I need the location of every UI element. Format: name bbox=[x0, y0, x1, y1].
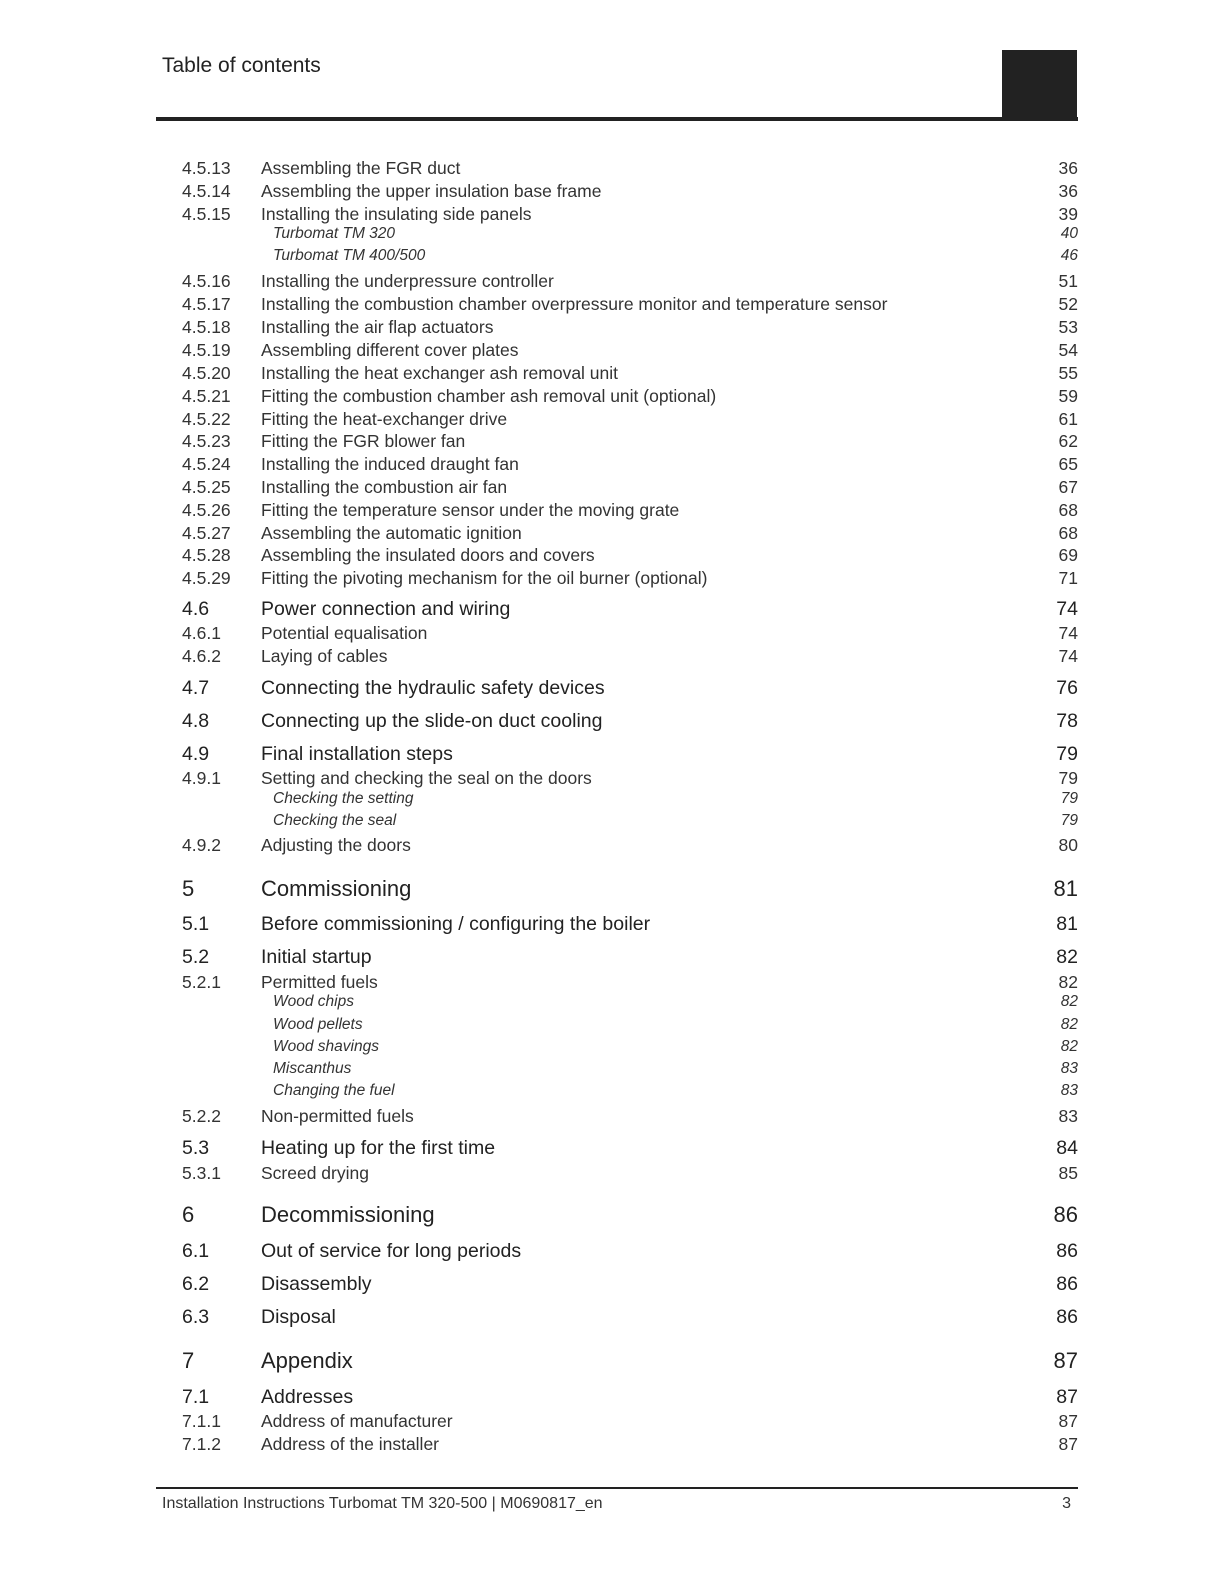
toc-entry[interactable] bbox=[0, 409, 1219, 433]
toc-entry-title: Laying of cables bbox=[261, 646, 388, 666]
toc-entry-title: Fitting the combustion chamber ash removal unit (optional) bbox=[261, 386, 717, 406]
toc-entry-title: Checking the setting bbox=[273, 790, 414, 807]
toc-entry-page: 82 bbox=[1060, 1038, 1078, 1055]
toc-entry-title: Address of manufacturer bbox=[261, 1411, 453, 1431]
toc-entry-number: 4.5.25 bbox=[182, 477, 231, 497]
toc-entry[interactable] bbox=[0, 158, 1219, 182]
toc-entry-number: 7 bbox=[182, 1348, 195, 1373]
toc-entry-page: 51 bbox=[1058, 271, 1078, 291]
toc-entry-page: 87 bbox=[1058, 1434, 1078, 1454]
toc-entry[interactable] bbox=[0, 768, 1219, 792]
toc-entry-title: Screed drying bbox=[261, 1163, 369, 1183]
toc-entry-page: 87 bbox=[1058, 1411, 1078, 1431]
toc-entry-title: Disassembly bbox=[261, 1273, 372, 1295]
toc-entry-number: 4.6 bbox=[182, 598, 210, 620]
toc-entry-page: 81 bbox=[1053, 876, 1078, 901]
toc-entry-number: 4.5.28 bbox=[182, 545, 231, 565]
toc-entry[interactable] bbox=[0, 598, 1219, 622]
toc-entry-number: 4.9.2 bbox=[182, 835, 221, 855]
toc-entry-title: Connecting up the slide-on duct cooling bbox=[261, 710, 603, 732]
toc-entry-page: 83 bbox=[1058, 1106, 1078, 1126]
toc-entry-page: 79 bbox=[1058, 768, 1078, 788]
toc-entry-number: 5.2 bbox=[182, 946, 210, 968]
toc-entry-number: 4.5.13 bbox=[182, 158, 231, 178]
toc-entry-title: Changing the fuel bbox=[273, 1082, 395, 1099]
toc-entry-title: Checking the seal bbox=[273, 812, 397, 829]
toc-subentry[interactable] bbox=[0, 225, 1219, 249]
toc-entry-number: 4.5.18 bbox=[182, 317, 231, 337]
toc-entry-title: Wood shavings bbox=[273, 1038, 379, 1055]
toc-entry[interactable] bbox=[0, 386, 1219, 410]
toc-entry-title: Decommissioning bbox=[261, 1202, 435, 1227]
toc-entry-page: 87 bbox=[1053, 1348, 1078, 1373]
toc-entry-title: Potential equalisation bbox=[261, 623, 428, 643]
toc-entry-title: Before commissioning / configuring the boiler bbox=[261, 913, 651, 935]
toc-entry-title: Assembling the insulated doors and covers bbox=[261, 545, 595, 565]
toc-entry-title: Installing the combustion chamber overpressure monitor and temperature sensor bbox=[261, 294, 888, 314]
toc-entry[interactable] bbox=[0, 743, 1219, 767]
footer-divider bbox=[156, 1487, 1078, 1489]
toc-entry-page: 61 bbox=[1058, 409, 1078, 429]
toc-entry-title: Fitting the pivoting mechanism for the oil burner (optional) bbox=[261, 568, 708, 588]
toc-entry-page: 46 bbox=[1060, 247, 1078, 264]
toc-entry-title: Turbomat TM 320 bbox=[273, 225, 396, 242]
toc-subentry[interactable] bbox=[0, 1060, 1219, 1084]
toc-entry-page: 79 bbox=[1056, 743, 1078, 765]
toc-entry[interactable] bbox=[0, 294, 1219, 318]
toc-entry-number: 4.5.20 bbox=[182, 363, 231, 383]
toc-entry-number: 4.6.2 bbox=[182, 646, 221, 666]
toc-entry-number: 4.5.16 bbox=[182, 271, 231, 291]
toc-entry-title: Wood chips bbox=[273, 993, 354, 1010]
toc-entry-title: Out of service for long periods bbox=[261, 1240, 522, 1262]
toc-entry-page: 86 bbox=[1056, 1273, 1078, 1295]
toc-entry-title: Assembling different cover plates bbox=[261, 340, 519, 360]
toc-entry-number: 5.3.1 bbox=[182, 1163, 221, 1183]
toc-entry-number: 7.1.1 bbox=[182, 1411, 221, 1431]
toc-entry-title: Installing the insulating side panels bbox=[261, 204, 532, 224]
toc-entry[interactable] bbox=[0, 1411, 1219, 1435]
toc-entry-title: Disposal bbox=[261, 1306, 336, 1328]
toc-entry-number: 6.2 bbox=[182, 1273, 210, 1295]
toc-entry-title: Final installation steps bbox=[261, 743, 453, 765]
toc-entry[interactable] bbox=[0, 1137, 1219, 1161]
toc-entry[interactable] bbox=[0, 271, 1219, 295]
toc-entry-title: Wood pellets bbox=[273, 1016, 363, 1033]
toc-entry-title: Address of the installer bbox=[261, 1434, 440, 1454]
toc-subentry[interactable] bbox=[0, 812, 1219, 836]
toc-entry-number: 5.2.1 bbox=[182, 972, 221, 992]
toc-entry-title: Miscanthus bbox=[273, 1060, 352, 1077]
toc-entry[interactable] bbox=[0, 500, 1219, 524]
toc-entry-number: 4.5.14 bbox=[182, 181, 231, 201]
toc-entry-title: Commissioning bbox=[261, 876, 412, 901]
toc-entry-title: Setting and checking the seal on the doors bbox=[261, 768, 592, 788]
toc-entry-page: 86 bbox=[1056, 1240, 1078, 1262]
toc-entry-number: 5 bbox=[182, 876, 195, 901]
header-divider bbox=[156, 117, 1078, 121]
toc-entry-number: 4.5.29 bbox=[182, 568, 231, 588]
toc-entry-page: 83 bbox=[1060, 1060, 1078, 1077]
toc-entry[interactable] bbox=[0, 1348, 1219, 1372]
toc-entry-page: 68 bbox=[1058, 523, 1078, 543]
toc-entry-title: Adjusting the doors bbox=[261, 835, 411, 855]
toc-entry[interactable] bbox=[0, 913, 1219, 937]
footer-page-number: 3 bbox=[1062, 1495, 1071, 1512]
toc-entry-title: Fitting the temperature sensor under the moving grate bbox=[261, 500, 680, 520]
toc-entry-title: Assembling the automatic ignition bbox=[261, 523, 522, 543]
toc-entry-page: 36 bbox=[1058, 158, 1078, 178]
toc-entry-page: 82 bbox=[1060, 1016, 1078, 1033]
toc-entry[interactable] bbox=[0, 1202, 1219, 1226]
toc-entry-page: 79 bbox=[1060, 812, 1078, 829]
toc-entry-page: 85 bbox=[1058, 1163, 1078, 1183]
footer-document-title: Installation Instructions Turbomat TM 320-500 | M0690817_en bbox=[162, 1495, 603, 1512]
toc-entry[interactable] bbox=[0, 431, 1219, 455]
toc-entry-title: Assembling the upper insulation base frame bbox=[261, 181, 602, 201]
toc-entry-title: Installing the air flap actuators bbox=[261, 317, 494, 337]
toc-entry-title: Installing the heat exchanger ash removal unit bbox=[261, 363, 619, 383]
toc-entry-number: 5.1 bbox=[182, 913, 210, 935]
toc-entry-page: 83 bbox=[1060, 1082, 1078, 1099]
toc-entry-page: 74 bbox=[1058, 646, 1078, 666]
toc-entry-number: 4.7 bbox=[182, 677, 210, 699]
toc-entry-page: 67 bbox=[1058, 477, 1078, 497]
toc-entry-page: 62 bbox=[1058, 431, 1078, 451]
toc-entry-title: Fitting the FGR blower fan bbox=[261, 431, 466, 451]
toc-entry-number: 4.5.21 bbox=[182, 386, 231, 406]
toc-entry[interactable] bbox=[0, 1434, 1219, 1458]
toc-entry-title: Connecting the hydraulic safety devices bbox=[261, 677, 605, 699]
toc-entry-page: 54 bbox=[1058, 340, 1078, 360]
toc-entry-number: 4.5.22 bbox=[182, 409, 231, 429]
toc-entry[interactable] bbox=[0, 545, 1219, 569]
toc-entry[interactable] bbox=[0, 477, 1219, 501]
toc-entry-page: 40 bbox=[1060, 225, 1078, 242]
toc-entry[interactable] bbox=[0, 677, 1219, 701]
toc-entry-page: 84 bbox=[1056, 1137, 1078, 1159]
toc-entry[interactable] bbox=[0, 454, 1219, 478]
toc-entry-page: 65 bbox=[1058, 454, 1078, 474]
toc-entry-number: 6.3 bbox=[182, 1306, 210, 1328]
toc-subentry[interactable] bbox=[0, 247, 1219, 271]
toc-entry[interactable] bbox=[0, 946, 1219, 970]
toc-entry[interactable] bbox=[0, 523, 1219, 547]
toc-subentry[interactable] bbox=[0, 790, 1219, 814]
toc-subentry[interactable] bbox=[0, 1016, 1219, 1040]
toc-entry-number: 4.5.24 bbox=[182, 454, 231, 474]
toc-entry-number: 4.6.1 bbox=[182, 623, 221, 643]
toc-entry[interactable] bbox=[0, 1163, 1219, 1187]
toc-entry-number: 4.5.26 bbox=[182, 500, 231, 520]
toc-entry[interactable] bbox=[0, 1273, 1219, 1297]
toc-entry-title: Appendix bbox=[261, 1348, 353, 1373]
toc-entry-page: 76 bbox=[1056, 677, 1078, 699]
toc-entry-page: 87 bbox=[1056, 1386, 1078, 1408]
toc-entry-page: 80 bbox=[1058, 835, 1078, 855]
toc-entry-title: Power connection and wiring bbox=[261, 598, 511, 620]
toc-entry-page: 86 bbox=[1056, 1306, 1078, 1328]
toc-subentry[interactable] bbox=[0, 1082, 1219, 1106]
toc-entry-title: Fitting the heat-exchanger drive bbox=[261, 409, 508, 429]
toc-entry-number: 4.5.23 bbox=[182, 431, 231, 451]
toc-subentry[interactable] bbox=[0, 1038, 1219, 1062]
toc-entry-page: 53 bbox=[1058, 317, 1078, 337]
toc-entry-number: 4.5.27 bbox=[182, 523, 231, 543]
toc-entry[interactable] bbox=[0, 835, 1219, 859]
toc-entry[interactable] bbox=[0, 317, 1219, 341]
toc-entry-title: Heating up for the first time bbox=[261, 1137, 496, 1159]
toc-entry[interactable] bbox=[0, 181, 1219, 205]
toc-entry-title: Permitted fuels bbox=[261, 972, 378, 992]
toc-entry-page: 82 bbox=[1056, 946, 1078, 968]
toc-entry-page: 68 bbox=[1058, 500, 1078, 520]
toc-entry[interactable] bbox=[0, 623, 1219, 647]
toc-entry-title: Installing the combustion air fan bbox=[261, 477, 508, 497]
toc-entry-number: 6 bbox=[182, 1202, 195, 1227]
toc-entry-page: 55 bbox=[1058, 363, 1078, 383]
toc-entry[interactable] bbox=[0, 1386, 1219, 1410]
toc-entry-number: 4.5.15 bbox=[182, 204, 231, 224]
toc-entry-title: Turbomat TM 400/500 bbox=[273, 247, 426, 264]
toc-entry-number: 7.1 bbox=[182, 1386, 210, 1408]
toc-entry-page: 36 bbox=[1058, 181, 1078, 201]
toc-entry-page: 59 bbox=[1058, 386, 1078, 406]
toc-entry-title: Installing the underpressure controller bbox=[261, 271, 554, 291]
toc-entry-number: 4.9 bbox=[182, 743, 210, 765]
toc-entry[interactable] bbox=[0, 646, 1219, 670]
toc-entry[interactable] bbox=[0, 568, 1219, 592]
toc-entry-page: 81 bbox=[1056, 913, 1078, 935]
toc-entry-title: Assembling the FGR duct bbox=[261, 158, 461, 178]
toc-entry-title: Initial startup bbox=[261, 946, 372, 968]
toc-entry-number: 5.2.2 bbox=[182, 1106, 221, 1126]
header-tab-block bbox=[1002, 50, 1077, 120]
toc-entry-page: 69 bbox=[1058, 545, 1078, 565]
toc-entry-page: 52 bbox=[1058, 294, 1078, 314]
toc-entry-number: 4.5.19 bbox=[182, 340, 231, 360]
toc-entry-page: 39 bbox=[1058, 204, 1078, 224]
toc-entry-page: 82 bbox=[1060, 993, 1078, 1010]
toc-entry[interactable] bbox=[0, 340, 1219, 364]
toc-entry-page: 79 bbox=[1060, 790, 1078, 807]
toc-entry[interactable] bbox=[0, 363, 1219, 387]
toc-entry[interactable] bbox=[0, 1306, 1219, 1330]
toc-entry[interactable] bbox=[0, 710, 1219, 734]
toc-entry-page: 71 bbox=[1058, 568, 1078, 588]
toc-entry-number: 6.1 bbox=[182, 1240, 210, 1262]
toc-entry-number: 7.1.2 bbox=[182, 1434, 221, 1454]
toc-entry-number: 4.9.1 bbox=[182, 768, 221, 788]
toc-entry-page: 86 bbox=[1053, 1202, 1078, 1227]
toc-entry-number: 4.5.17 bbox=[182, 294, 231, 314]
toc-entry[interactable] bbox=[0, 1106, 1219, 1130]
toc-entry-page: 74 bbox=[1058, 623, 1078, 643]
toc-entry[interactable] bbox=[0, 1240, 1219, 1264]
toc-entry-number: 5.3 bbox=[182, 1137, 210, 1159]
toc-subentry[interactable] bbox=[0, 993, 1219, 1017]
toc-entry-title: Non-permitted fuels bbox=[261, 1106, 414, 1126]
toc-entry-number: 4.8 bbox=[182, 710, 210, 732]
toc-entry-title: Addresses bbox=[261, 1386, 354, 1408]
toc-entry-page: 82 bbox=[1058, 972, 1078, 992]
toc-entry-page: 78 bbox=[1056, 710, 1078, 732]
toc-entry-page: 74 bbox=[1056, 598, 1078, 620]
toc-entry-title: Installing the induced draught fan bbox=[261, 454, 519, 474]
toc-entry[interactable] bbox=[0, 876, 1219, 900]
page-title: Table of contents bbox=[162, 54, 321, 77]
